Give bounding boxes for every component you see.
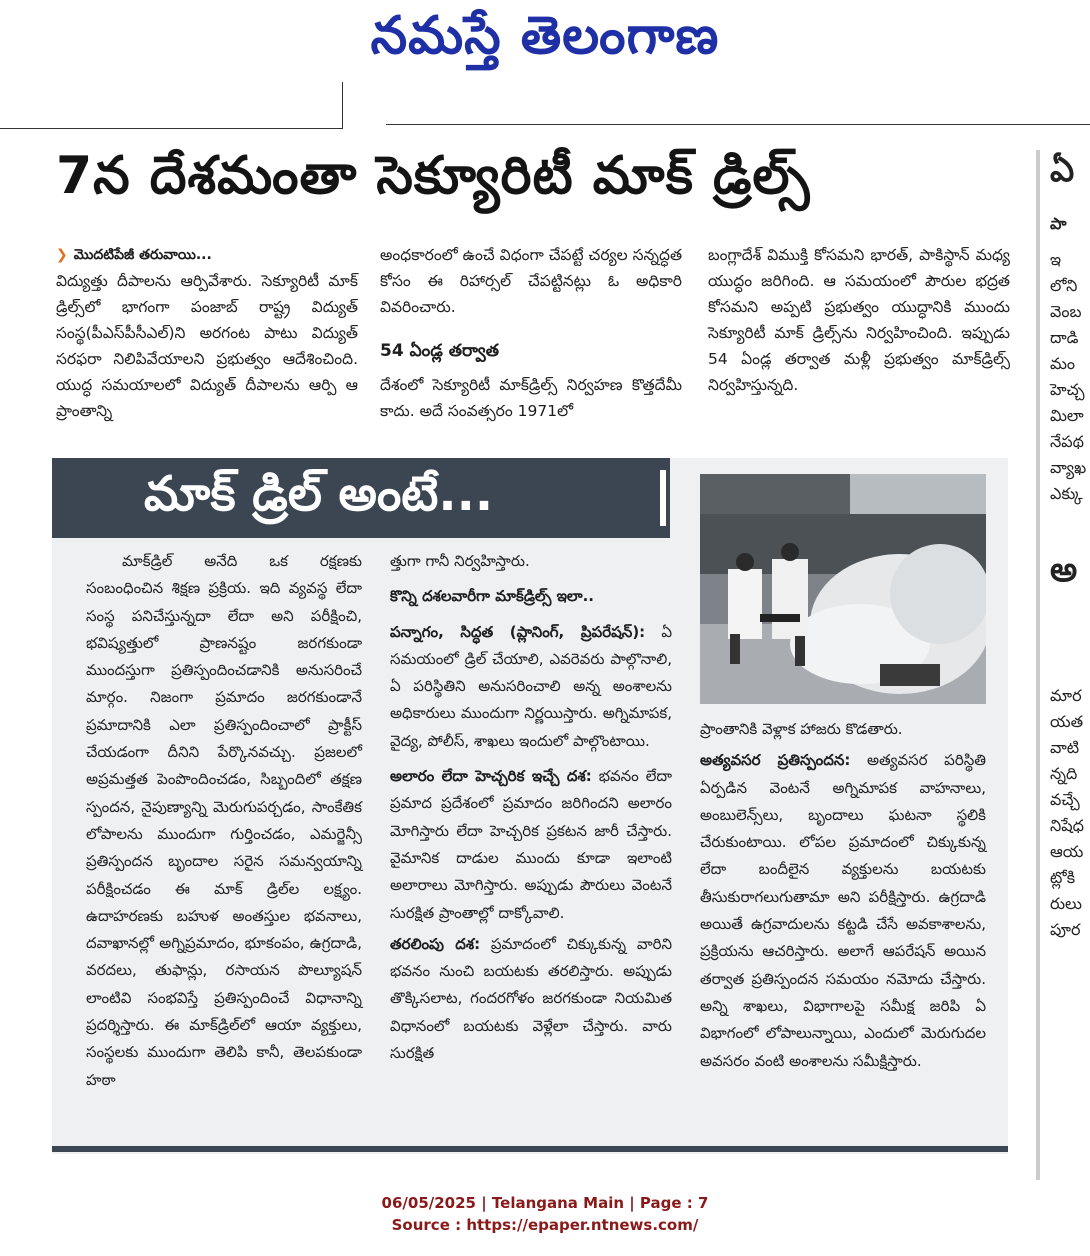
fragment-text: నిషేధ: [1050, 816, 1084, 835]
fragment-text: మార: [1050, 686, 1082, 705]
subheading: 54 ఏండ్ల తర్వాత: [380, 341, 499, 361]
fragment-text: హెచ్చ: [1050, 380, 1085, 399]
stage-text: ప్రమాదంలో చిక్కుకున్న వారిని భవనం నుంచి బయటకు తరలిస్తారు. అప్పుడు తొక్కిసలాట, గందరగోళం జరగకుండా నియమిత విధానంలో బయటకు వెళ్లేలా చేస్తారు. వారు సురక్షిత: [390, 934, 673, 1063]
fragment-text: ట్లోకి: [1050, 868, 1076, 887]
fragment-text: వచ్చే: [1050, 790, 1080, 809]
feature-title: మాక్‌ డ్రిల్‌ అంటే...: [144, 466, 494, 522]
fragment-text: వ్యాఖ: [1050, 458, 1087, 477]
fragment-text: పా: [1050, 214, 1067, 233]
article-text: దేశంలో సెక్యూరిటీ మాక్‌డ్రిల్స్‌ నిర్వహణ కొత్తదేమీ కాదు. అదే సంవత్సరం 1971లో: [380, 376, 682, 420]
stage-paragraph: [390, 619, 672, 755]
feature-column-1: [86, 548, 362, 1094]
top-article-column-2: [380, 242, 682, 424]
fragment-text: దాడి: [1050, 328, 1079, 347]
adjacent-article-fragment: [1036, 150, 1090, 1180]
fragment-text: పూర: [1050, 920, 1081, 939]
stage-lead: అత్యవసర ప్రతిస్పందన:: [700, 751, 851, 770]
masthead: [0, 0, 1090, 80]
feature-text: ప్రాంతానికి వెళ్లాక హాజరు కొడతారు.: [700, 720, 903, 738]
fragment-text: లోని: [1050, 276, 1078, 295]
fragment-text: అ: [1050, 550, 1078, 590]
stage-paragraph: [390, 931, 672, 1067]
page-footer: [0, 1192, 1090, 1236]
fragment-text: రులు: [1050, 894, 1082, 913]
footer-source-line: Source : https://epaper.ntnews.com/: [391, 1216, 699, 1234]
feature-text: మాక్‌డ్రిల్‌ అనేది ఒక రక్షణకు సంబంధించిన శిక్షణ ప్రక్రియ. ఇది వ్యవస్థ లేదా సంస్థ పనిచేస్తున్నదా లేదా అని పరీక్షించి, భవిష్యత్తులో ప్రాణనష్టం జరగకుండా ముందస్తుగా ప్రతిస్పందించడానికి అనుసరించే మార్గం. నిజంగా ప్రమాదం జరగకుండానే ప్రమాదానికి ఎలా ప్రతిస్పందించాలో ప్రాక్టీస్‌ చేయడంగా దీనిని పేర్కొనవచ్చు. ప్రజలలో అప్రమత్తత పెంపొందించడం, సిబ్బందిలో తక్షణ స్పందన, నైపుణ్యాన్ని మెరుగుపర్చడం, సాంకేతిక లోపాలను ముందుగా గుర్తించడం, ఎమర్జెన్సీ ప్రతిస్పందన బృందాల సరైన సమన్వయాన్ని పరీక్షించడం ఈ మాక్‌ డ్రిల్‌ల లక్ష్యం. ఉదాహరణకు బహుళ అంతస్తుల భవనాలు, దవాఖానల్లో అగ్నిప్రమాదం, భూకంపం, ఉగ్రదాడి, వరదలు, తుఫాన్లు, రసాయన పొల్యూషన్‌ లాంటివి సంభవిస్తే ప్రతిస్పందించే విధానాన్ని ప్రదర్శిస్తారు. ఈ మాక్‌డ్రిల్‌లో ఆయా వ్యక్తులు, సంస్థలకు ముందుగా తెలిపి కానీ, తెలపకుండా హఠా: [86, 552, 362, 1089]
feature-column-3: [700, 716, 986, 1075]
stage-lead: తరలింపు దశ:: [390, 934, 481, 953]
stage-lead: పన్నాగం, సిద్ధత (ప్లానింగ్‌, ప్రిపరేషన్‌):: [390, 622, 646, 641]
fragment-text: మిలా: [1050, 406, 1084, 425]
footer-date-line: 06/05/2025 | Telangana Main | Page : 7: [381, 1194, 709, 1212]
photo-image: [700, 474, 986, 704]
feature-column-2: [390, 548, 672, 1067]
fragment-text: ఇ: [1050, 250, 1062, 269]
fragment-text: నేపథ: [1050, 432, 1084, 451]
kicker-text: మొదటిపేజీ తరువాయి...: [73, 247, 212, 263]
article-text: విద్యుత్తు దీపాలను ఆర్పివేశారు. సెక్యూరిటీ మాక్‌ డ్రిల్స్‌లో భాగంగా పంజాబ్‌ రాష్ట్ర విద్యుత్‌ సంస్థ(పీఎస్‌పీసీఎల్‌)ని అరగంట పాటు విద్యుత్‌ సరఫరా నిలిపివేయాలని ప్రభుత్వం ఆదేశించింది. యుద్ధ సమయాలలో విద్యుత్‌ దీపాలను ఆర్పి ఆ ప్రాంతాన్ని: [56, 272, 358, 420]
continuation-kicker: [56, 242, 358, 268]
main-headline: 7న దేశమంతా సెక్యూరిటీ మాక్‌ డ్రిల్స్‌: [56, 146, 811, 206]
fragment-text: యత: [1050, 712, 1084, 731]
chevron-right-icon: ❯: [56, 247, 68, 263]
article-text: బంగ్లాదేశ్‌ విముక్తి కోసమని భారత్‌, పాకిస్థాన్‌ మధ్య యుద్ధం జరిగింది. ఆ సమయంలో పౌరుల భద్రత కోసమని అప్పటి ప్రభుత్వం యుద్ధానికి ముందు సెక్యూరిటీ మాక్‌ డ్రిల్స్‌ను నిర్వహించింది. ఇప్పుడు 54 ఏండ్ల తర్వాత మళ్లీ ప్రభుత్వం మాక్‌డ్రిల్స్‌ నిర్వహిస్తున్నది.: [708, 246, 1010, 394]
title-pipe: [660, 470, 666, 526]
stage-text: భవనం లేదా ప్రమాద ప్రదేశంలో ప్రమాదం జరిగిందని అలారం మోగిస్తారు లేదా హెచ్చరిక ప్రకటన జారీ చేస్తారు. వైమానిక దాడుల ముందు కూడా ఇలాంటి అలారాలు మోగిస్తారు. అప్పుడు పౌరులు వెంటనే సురక్షిత ప్రాంతాల్లో దాక్కోవాలి.: [390, 767, 672, 922]
newspaper-logo: నమస్తే తెలంగాణ: [370, 6, 720, 66]
stage-text: అత్యవసర పరిస్థితి ఏర్పడిన వెంటనే అగ్నిమాపక వాహనాలు, అంబులెన్స్‌లు, బృందాలు ఘటనా స్థలికి చేరుకుంటాయి. లోపల ప్రమాదంలో చిక్కుకున్న లేదా బందీలైన వ్యక్తులను బయటకు తీసుకురాగలుగుతామా అని పరీక్షిస్తారు. ఉగ్రదాడి అయితే ఉగ్రవాదులను కట్టడి చేసే అవకాశాలను, ప్రక్రియను ఆచరిస్తారు. అలాగే ఆపరేషన్‌ అయిన తర్వాత ప్రతిస్పందన సమయం నమోదు చేస్తారు. అన్ని శాఖలు, విభాగాలపై సమీక్ష జరిపి ఏ విభాగంలో లోపాలున్నాయి, ఎందులో మెరుగుదల అవసరం వంటి అంశాలను సమీక్షిస్తారు.: [700, 751, 986, 1070]
subheading: కొన్ని దశలవారీగా మాక్‌డ్రిల్స్‌ ఇలా..: [390, 587, 595, 606]
header-divider-right: [386, 124, 1090, 125]
stage-paragraph: [700, 747, 986, 1075]
header-divider-left: [0, 82, 343, 129]
fragment-text: ఎక్కు: [1050, 484, 1083, 503]
column-divider: [1036, 150, 1040, 1180]
stage-lead: అలారం లేదా హెచ్చరిక ఇచ్చే దశ:: [390, 767, 592, 786]
feature-text: త్తుగా గానీ నిర్వహిస్తారు.: [390, 552, 530, 570]
fragment-text: మం: [1050, 354, 1076, 373]
article-text: అంధకారంలో ఉంచే విధంగా చేపట్టే చర్యల సన్నద్ధత కోసం ఈ రిహార్సల్‌ చేపట్టినట్లు ఓ అధికారి వివరించారు.: [380, 246, 682, 316]
top-article-column-1: [56, 242, 358, 424]
fragment-text: ఆయ: [1050, 842, 1084, 861]
fragment-text: ఏ: [1050, 150, 1075, 190]
feature-bottom-rule: [52, 1146, 1008, 1152]
fragment-text: న్నది: [1050, 764, 1078, 783]
mock-drill-photo: [700, 474, 986, 704]
fragment-text: వాటి: [1050, 738, 1080, 757]
fragment-text: వెంబ: [1050, 302, 1082, 321]
top-article-column-3: [708, 242, 1010, 398]
feature-title-band: [52, 458, 670, 538]
stage-paragraph: [390, 763, 672, 927]
stage-text: ఏ సమయంలో డ్రిల్‌ చేయాలి, ఎవరెవరు పాల్గొనాలి, ఏ పరిస్థితిని అనుసరించాలి అన్న అంశాలను అధికారులు ముందుగా నిర్ణయిస్తారు. అగ్నిమాపక, వైద్య, పోలీస్‌, శాఖలు ఇందులో పాల్గొంటాయి.: [390, 622, 672, 750]
